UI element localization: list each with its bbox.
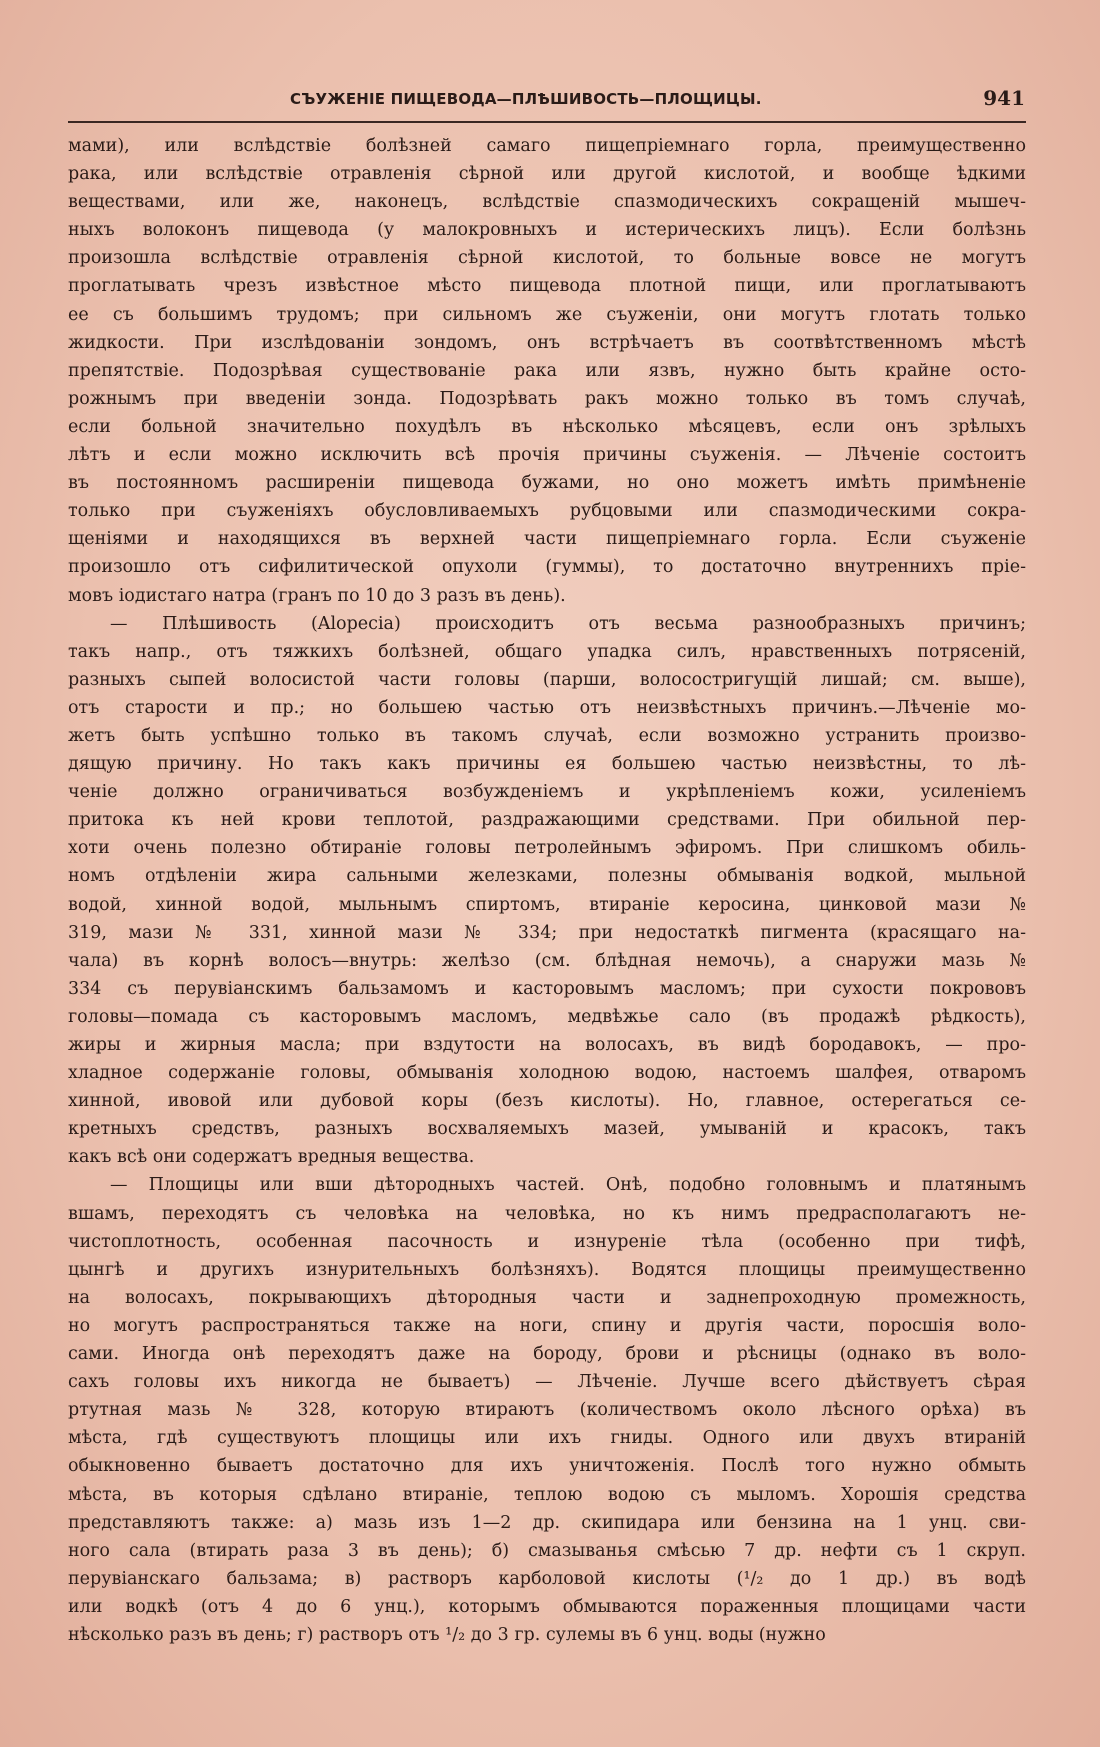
text-line: кретныхъ средствъ, разныхъ восхваляемыхъ мазей, умываній и красокъ, такъ — [68, 1119, 1026, 1140]
page-number: 941 — [983, 86, 1025, 110]
text-line: — Площицы или вши дѣтородныхъ частей. Онѣ, подобно головнымъ и платянымъ — [110, 1175, 1026, 1196]
text-line: произошла вслѣдствіе отравленія сѣрной кислотой, то больные вовсе не могутъ — [68, 248, 1026, 269]
text-line: притока къ ней крови теплотой, раздражающими средствами. При обильной пер- — [68, 810, 1026, 831]
text-line: или водкѣ (отъ 4 до 6 унц.), которымъ обмываются пораженныя площицами части — [68, 1596, 1026, 1617]
text-line: но могутъ распространяться также на ноги, спину и другія части, поросшія воло- — [68, 1315, 1026, 1336]
text-line: произошло отъ сифилитической опухоли (гуммы), то достаточно внутреннихъ пріе- — [68, 557, 1026, 578]
text-line: цынгѣ и другихъ изнурительныхъ болѣзняхъ). Водятся площицы преимущественно — [68, 1259, 1026, 1280]
text-line: хоти очень полезно обтираніе головы петролейнымъ эфиромъ. При слишкомъ обиль- — [68, 838, 1026, 859]
page-header — [290, 86, 1025, 116]
text-line: 319, мази № 331, хинной мази № 334; при недостаткѣ пигмента (красящаго на- — [68, 922, 1026, 943]
text-line: только при съуженіяхъ обусловливаемыхъ рубцовыми или спазмодическими сокра- — [68, 501, 1026, 522]
text-line: 334 съ перувіанскимъ бальзамомъ и касторовымъ масломъ; при сухости покрововъ — [68, 978, 1026, 999]
text-line: такъ напр., отъ тяжкихъ болѣзней, общаго упадка силъ, нравственныхъ потрясеній, — [68, 641, 1026, 662]
text-line: рожнымъ при введеніи зонда. Подозрѣвать ракъ можно только въ томъ случаѣ, — [68, 388, 1026, 409]
header-rule — [68, 121, 1026, 123]
text-line: хладное содержаніе головы, обмыванія холодною водою, настоемъ шалфея, отваромъ — [68, 1063, 1026, 1084]
text-line: хинной, ивовой или дубовой коры (безъ кислоты). Но, главное, остерегаться се- — [68, 1091, 1026, 1112]
text-line: сами. Иногда онѣ переходятъ даже на бороду, брови и рѣсницы (однако въ воло- — [68, 1344, 1026, 1365]
text-line: мовъ іодистаго натра (гранъ по 10 до 3 разъ въ день). — [68, 585, 566, 606]
text-line: ее съ большимъ трудомъ; при сильномъ же съуженіи, они могутъ глотать только — [68, 304, 1026, 325]
running-title: СЪУЖЕНІЕ ПИЩЕВОДА—ПЛѢШИВОСТЬ—ПЛОЩИЦЫ. — [290, 90, 762, 108]
paragraph — [68, 132, 1026, 610]
text-line: на волосахъ, покрывающихъ дѣтородныя части и заднепроходную промежность, — [68, 1287, 1026, 1308]
text-line: ртутная мазь № 328, которую втираютъ (количествомъ около лѣсного орѣха) въ — [68, 1400, 1026, 1421]
text-line: головы—помада съ касторовымъ масломъ, медвѣжье сало (въ продажѣ рѣдкость), — [68, 1006, 1026, 1027]
text-line: проглатывать чрезъ извѣстное мѣсто пищевода плотной пищи, или проглатываютъ — [68, 276, 1026, 297]
text-line: чистоплотность, особенная пасочность и изнуреніе тѣла (особенно при тифѣ, — [68, 1231, 1026, 1252]
text-line: мѣста, гдѣ существуютъ площицы или ихъ гниды. Одного или двухъ втираній — [68, 1428, 1026, 1449]
text-line: представляютъ также: а) мазь изъ 1—2 др. скипидара или бензина на 1 унц. сви- — [68, 1512, 1026, 1533]
text-line: отъ старости и пр.; но большею частью отъ неизвѣстныхъ причинъ.—Лѣченіе мо- — [68, 697, 1026, 718]
text-line: лѣтъ и если можно исключить всѣ прочія причины съуженія. — Лѣченіе состоитъ — [68, 445, 1026, 466]
paragraph — [68, 610, 1026, 1172]
text-line: веществами, или же, наконецъ, вслѣдствіе спазмодическихъ сокращеній мышеч- — [68, 192, 1026, 213]
text-line: обыкновенно бываетъ достаточно для ихъ уничтоженія. Послѣ того нужно обмыть — [68, 1456, 1026, 1477]
paragraph — [68, 1171, 1026, 1649]
text-line: дящую причину. Но такъ какъ причины ея большею частью неизвѣстны, то лѣ- — [68, 754, 1026, 775]
text-line: перувіанскаго бальзама; в) растворъ карболовой кислоты (¹/₂ до 1 др.) въ водѣ — [68, 1568, 1026, 1589]
text-line: препятствіе. Подозрѣвая существованіе рака или язвъ, нужно быть крайне осто- — [68, 360, 1026, 381]
text-line: мами), или вслѣдствіе болѣзней самаго пищепріемнаго горла, преимущественно — [68, 136, 1026, 156]
text-line: жетъ быть успѣшно только въ такомъ случаѣ, если возможно устранить произво- — [68, 725, 1026, 746]
text-line: какъ всѣ они содержатъ вредныя вещества. — [68, 1147, 475, 1168]
text-line: ныхъ волоконъ пищевода (у малокровныхъ и истерическихъ лицъ). Если болѣзнь — [68, 220, 1026, 241]
text-line: рака, или вслѣдствіе отравленія сѣрной или другой кислотой, и вообще ѣдкими — [68, 164, 1026, 185]
text-line: сахъ головы ихъ никогда не бываетъ) — Лѣченіе. Лучше всего дѣйствуетъ сѣрая — [68, 1372, 1026, 1393]
text-line: разныхъ сыпей волосистой части головы (парши, волосостригущій лишай; см. выше), — [68, 669, 1026, 690]
text-line: — Плѣшивость (Alopecia) происходитъ отъ весьма разнообразныхъ причинъ; — [110, 613, 1026, 634]
text-line: водой, хинной водой, мыльнымъ спиртомъ, втираніе керосина, цинковой мази № — [68, 894, 1026, 915]
text-line: чала) въ корнѣ волосъ—внутрь: желѣзо (см. блѣдная немочь), а снаружи мазь № — [68, 950, 1026, 971]
text-line: ченіе должно ограничиваться возбужденіемъ и укрѣпленіемъ кожи, усиленіемъ — [68, 782, 1026, 803]
text-line: мѣста, въ которыя сдѣлано втираніе, теплою водою съ мыломъ. Хорошія средства — [68, 1484, 1026, 1505]
text-line: щеніями и находящихся въ верхней части пищепріемнаго горла. Если съуженіе — [68, 529, 1026, 550]
text-line: нѣсколько разъ въ день; г) растворъ отъ ¹/₂ до 3 гр. сулемы въ 6 унц. воды (нужно — [68, 1624, 826, 1645]
page-body — [68, 132, 1026, 1732]
text-line: вшамъ, переходятъ съ человѣка на человѣка, но къ нимъ предрасполагаютъ не- — [68, 1203, 1026, 1224]
text-line: номъ отдѣленіи жира сальными железками, полезны обмыванія водкой, мыльной — [68, 866, 1026, 887]
text-line: если больной значительно похудѣлъ въ нѣсколько мѣсяцевъ, если онъ зрѣлыхъ — [68, 416, 1026, 437]
text-line: ного сала (втирать раза 3 въ день); б) смазыванья смѣсью 7 др. нефти съ 1 скруп. — [68, 1540, 1026, 1561]
text-line: въ постоянномъ расширеніи пищевода бужами, но оно можетъ имѣть примѣненіе — [68, 473, 1026, 494]
text-line: жидкости. При изслѣдованіи зондомъ, онъ встрѣчаетъ въ соотвѣтственномъ мѣстѣ — [68, 332, 1026, 353]
text-line: жиры и жирныя масла; при вздутости на волосахъ, въ видѣ бородавокъ, — про- — [68, 1035, 1026, 1055]
